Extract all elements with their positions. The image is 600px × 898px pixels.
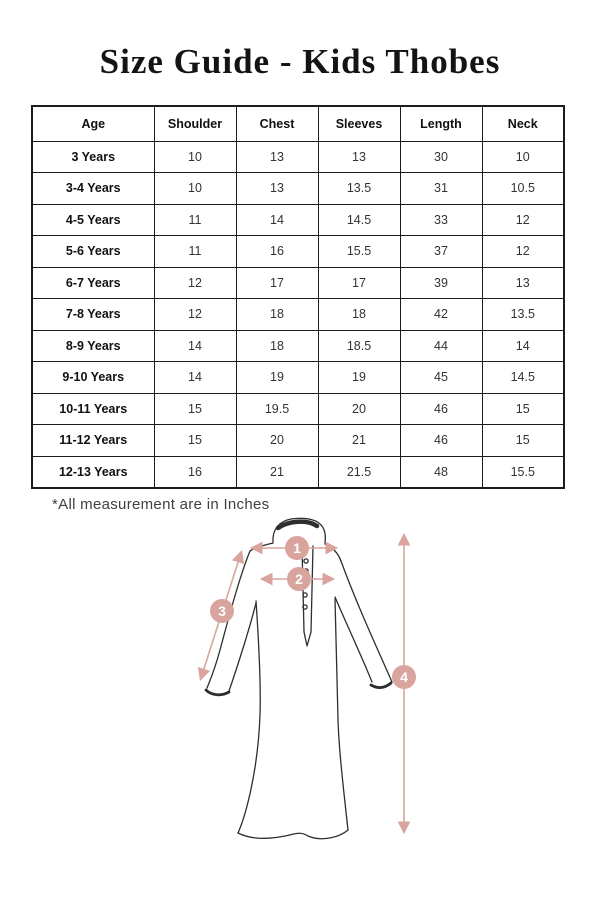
value-cell: 18 xyxy=(236,299,318,331)
value-cell: 15 xyxy=(154,393,236,425)
marker-3-label: 3 xyxy=(218,603,226,619)
value-cell: 15.5 xyxy=(318,236,400,268)
value-cell: 31 xyxy=(400,173,482,205)
value-cell: 44 xyxy=(400,330,482,362)
table-row xyxy=(32,425,564,457)
thobe-outline-drawing xyxy=(206,518,392,838)
right-sleeve-outer xyxy=(341,561,392,682)
age-cell: 6-7 Years xyxy=(32,267,154,299)
table-row xyxy=(32,204,564,236)
age-cell: 8-9 Years xyxy=(32,330,154,362)
hem-line xyxy=(238,830,348,839)
age-cell: 3 Years xyxy=(32,141,154,173)
value-cell: 12 xyxy=(154,267,236,299)
measurement-note: *All measurement are in Inches xyxy=(52,496,270,513)
value-cell: 18 xyxy=(236,330,318,362)
right-shoulder-line xyxy=(325,544,341,561)
value-cell: 13 xyxy=(482,267,564,299)
value-cell: 16 xyxy=(236,236,318,268)
value-cell: 10.5 xyxy=(482,173,564,205)
value-cell: 17 xyxy=(318,267,400,299)
value-cell: 20 xyxy=(318,393,400,425)
value-cell: 15 xyxy=(154,425,236,457)
table-row xyxy=(32,173,564,205)
age-cell: 10-11 Years xyxy=(32,393,154,425)
body-left-edge xyxy=(238,601,260,833)
page-title: Size Guide - Kids Thobes xyxy=(99,42,501,81)
value-cell: 13 xyxy=(318,141,400,173)
value-cell: 21 xyxy=(318,425,400,457)
marker-4-label: 4 xyxy=(400,669,408,685)
value-cell: 19 xyxy=(236,362,318,394)
value-cell: 15.5 xyxy=(482,456,564,488)
col-header-sleeves: Sleeves xyxy=(318,106,400,141)
marker-1-label: 1 xyxy=(293,540,301,556)
value-cell: 46 xyxy=(400,425,482,457)
placket-tip xyxy=(304,632,311,646)
value-cell: 14.5 xyxy=(482,362,564,394)
button-3 xyxy=(303,593,307,597)
value-cell: 13 xyxy=(236,173,318,205)
thobe-measurement-diagram xyxy=(0,515,600,880)
value-cell: 12 xyxy=(154,299,236,331)
value-cell: 12 xyxy=(482,204,564,236)
table-row xyxy=(32,267,564,299)
value-cell: 19 xyxy=(318,362,400,394)
marker-2-label: 2 xyxy=(295,571,303,587)
value-cell: 19.5 xyxy=(236,393,318,425)
col-header-neck: Neck xyxy=(482,106,564,141)
value-cell: 11 xyxy=(154,236,236,268)
table-row xyxy=(32,456,564,488)
left-shoulder-line xyxy=(250,543,273,551)
table-row xyxy=(32,330,564,362)
header-row xyxy=(32,106,564,141)
table-row xyxy=(32,299,564,331)
col-header-age: Age xyxy=(32,106,154,141)
value-cell: 14 xyxy=(236,204,318,236)
table-row xyxy=(32,141,564,173)
age-cell: 12-13 Years xyxy=(32,456,154,488)
value-cell: 20 xyxy=(236,425,318,457)
col-header-length: Length xyxy=(400,106,482,141)
age-cell: 11-12 Years xyxy=(32,425,154,457)
size-table xyxy=(31,105,565,489)
collar-rim xyxy=(278,522,317,528)
size-table-header xyxy=(32,106,564,141)
value-cell: 21.5 xyxy=(318,456,400,488)
age-cell: 3-4 Years xyxy=(32,173,154,205)
placket-right-line xyxy=(311,546,313,632)
col-header-shoulder: Shoulder xyxy=(154,106,236,141)
value-cell: 12 xyxy=(482,236,564,268)
table-row xyxy=(32,362,564,394)
value-cell: 16 xyxy=(154,456,236,488)
value-cell: 45 xyxy=(400,362,482,394)
age-cell: 4-5 Years xyxy=(32,204,154,236)
value-cell: 14 xyxy=(154,330,236,362)
left-cuff xyxy=(206,690,229,695)
left-sleeve-inner xyxy=(229,603,256,691)
table-row xyxy=(32,393,564,425)
value-cell: 14.5 xyxy=(318,204,400,236)
value-cell: 37 xyxy=(400,236,482,268)
age-cell: 7-8 Years xyxy=(32,299,154,331)
col-header-chest: Chest xyxy=(236,106,318,141)
value-cell: 17 xyxy=(236,267,318,299)
value-cell: 33 xyxy=(400,204,482,236)
right-cuff xyxy=(371,683,391,687)
value-cell: 11 xyxy=(154,204,236,236)
value-cell: 15 xyxy=(482,425,564,457)
age-cell: 5-6 Years xyxy=(32,236,154,268)
value-cell: 42 xyxy=(400,299,482,331)
value-cell: 30 xyxy=(400,141,482,173)
value-cell: 48 xyxy=(400,456,482,488)
body-right-edge xyxy=(335,599,348,830)
value-cell: 21 xyxy=(236,456,318,488)
value-cell: 14 xyxy=(482,330,564,362)
value-cell: 10 xyxy=(154,141,236,173)
value-cell: 13.5 xyxy=(318,173,400,205)
value-cell: 39 xyxy=(400,267,482,299)
value-cell: 13 xyxy=(236,141,318,173)
value-cell: 10 xyxy=(154,173,236,205)
button-1 xyxy=(304,559,308,563)
value-cell: 15 xyxy=(482,393,564,425)
button-4 xyxy=(303,605,307,609)
size-table-body xyxy=(32,141,564,488)
value-cell: 14 xyxy=(154,362,236,394)
value-cell: 18 xyxy=(318,299,400,331)
table-row xyxy=(32,236,564,268)
value-cell: 18.5 xyxy=(318,330,400,362)
value-cell: 10 xyxy=(482,141,564,173)
value-cell: 46 xyxy=(400,393,482,425)
age-cell: 9-10 Years xyxy=(32,362,154,394)
right-sleeve-inner xyxy=(335,597,372,682)
value-cell: 13.5 xyxy=(482,299,564,331)
